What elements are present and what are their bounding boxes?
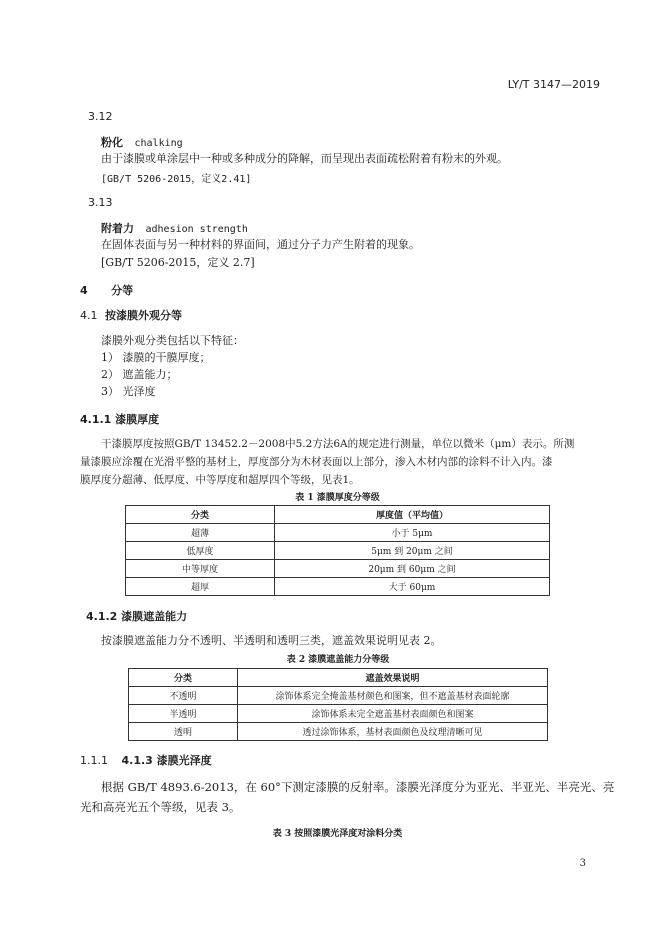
section-4-1-heading xyxy=(80,307,182,323)
table-header-row xyxy=(129,669,548,687)
term-zh: 附着力 xyxy=(101,222,134,235)
table-cell: 超薄 xyxy=(126,524,275,542)
table-cell: 小于 5μm xyxy=(275,524,550,542)
table-row xyxy=(126,578,550,596)
table-cell: 低厚度 xyxy=(126,542,275,560)
source-chalking: [GB/T 5206-2015，定义2.41] xyxy=(101,174,252,185)
section-4-1-2-heading: 4.1.2 漆膜遮盖能力 xyxy=(86,610,188,623)
hiding-power-table xyxy=(128,668,548,741)
term-zh: 粉化 xyxy=(101,136,123,149)
term-adhesion xyxy=(101,220,248,236)
table-row xyxy=(126,542,550,560)
section-4-1-3-heading xyxy=(80,752,212,768)
table-cell: 大于 60μm xyxy=(275,578,550,596)
table-3-caption: 表 3 按照漆膜光泽度对涂料分类 xyxy=(272,829,403,839)
term-en: adhesion strength xyxy=(145,224,248,235)
table-header-row xyxy=(126,506,550,524)
term-en: chalking xyxy=(134,138,183,149)
definition-adhesion: 在固体表面与另一种材料的界面间，通过分子力产生附着的现象。 xyxy=(101,238,420,251)
thickness-table xyxy=(125,505,550,596)
list-item: 3） 光泽度 xyxy=(101,385,156,398)
paragraph-line: 根据 GB/T 4893.6-2013，在 60°下测定漆膜的反射率。漆膜光泽度分为亚光、半亚光、半亮光、亮 xyxy=(101,780,615,794)
table-header-cell: 遮盖效果说明 xyxy=(238,669,548,687)
hiding-power-text: 按漆膜遮盖能力分不透明、半透明和透明三类，遮盖效果说明见表 2。 xyxy=(101,634,442,647)
table-header-cell: 厚度值（平均值） xyxy=(275,506,550,524)
table-row xyxy=(129,687,548,705)
section-4-1-1-heading: 4.1.1 漆膜厚度 xyxy=(80,413,160,426)
section-prefix: 1.1.1 xyxy=(80,754,108,767)
page-number: 3 xyxy=(579,858,586,869)
list-item: 1） 漆膜的干膜厚度； xyxy=(101,351,211,364)
chapter-number: 4 xyxy=(80,284,88,297)
table-cell: 5μm 到 20μm 之间 xyxy=(275,542,550,560)
table-cell: 超厚 xyxy=(126,578,275,596)
paragraph-line: 光和高亮光五个等级，见表 3。 xyxy=(80,800,241,814)
table-row xyxy=(129,705,548,723)
table-cell: 透明 xyxy=(129,723,238,741)
section-number-3-12: 3.12 xyxy=(88,110,113,123)
paragraph-line: 干漆膜厚度按照GB/T 13452.2－2008中5.2方法6A的规定进行测量，单位以微米（μm）表示。所测 xyxy=(101,438,575,450)
chapter-4-heading xyxy=(80,282,133,298)
table-1-caption: 表 1 漆膜厚度分等级 xyxy=(295,493,380,503)
paragraph-line: 膜厚度分超薄、低厚度、中等厚度和超厚四个等级，见表1。 xyxy=(80,474,360,486)
term-chalking xyxy=(101,134,183,150)
table-cell: 不透明 xyxy=(129,687,238,705)
appearance-intro: 漆膜外观分类包括以下特征： xyxy=(101,334,244,347)
table-header-cell: 分类 xyxy=(126,506,275,524)
table-row xyxy=(126,560,550,578)
definition-chalking: 由于漆膜或单涂层中一种或多种成分的降解，而呈现出表面疏松附着有粉末的外观。 xyxy=(101,152,508,165)
section-number-3-13: 3.13 xyxy=(88,196,113,209)
table-row xyxy=(129,723,548,741)
chapter-title: 分等 xyxy=(111,284,134,297)
table-cell: 20μm 到 60μm 之间 xyxy=(275,560,550,578)
table-cell: 透过涂饰体系，基材表面颜色及纹理清晰可见 xyxy=(238,723,548,741)
source-adhesion: [GB/T 5206-2015，定义 2.7] xyxy=(101,256,255,269)
section-number: 4.1 xyxy=(80,309,98,322)
table-cell: 涂饰体系未完全遮盖基材表面颜色和图案 xyxy=(238,705,548,723)
table-cell: 中等厚度 xyxy=(126,560,275,578)
table-cell: 涂饰体系完全掩盖基材颜色和图案，但不遮盖基材表面轮廓 xyxy=(238,687,548,705)
list-item: 2） 遮盖能力； xyxy=(101,368,178,381)
table-row xyxy=(126,524,550,542)
table-header-cell: 分类 xyxy=(129,669,238,687)
paragraph-line: 量漆膜应涂覆在光滑平整的基材上，厚度部分为木材表面以上部分，渗入木材内部的涂料不计入内。漆 xyxy=(80,456,553,468)
table-2-caption: 表 2 漆膜遮盖能力分等级 xyxy=(286,655,390,665)
standard-code: LY/T 3147—2019 xyxy=(507,78,600,91)
table-cell: 半透明 xyxy=(129,705,238,723)
section-title: 4.1.3 漆膜光泽度 xyxy=(121,754,212,767)
section-title: 按漆膜外观分等 xyxy=(105,309,182,322)
